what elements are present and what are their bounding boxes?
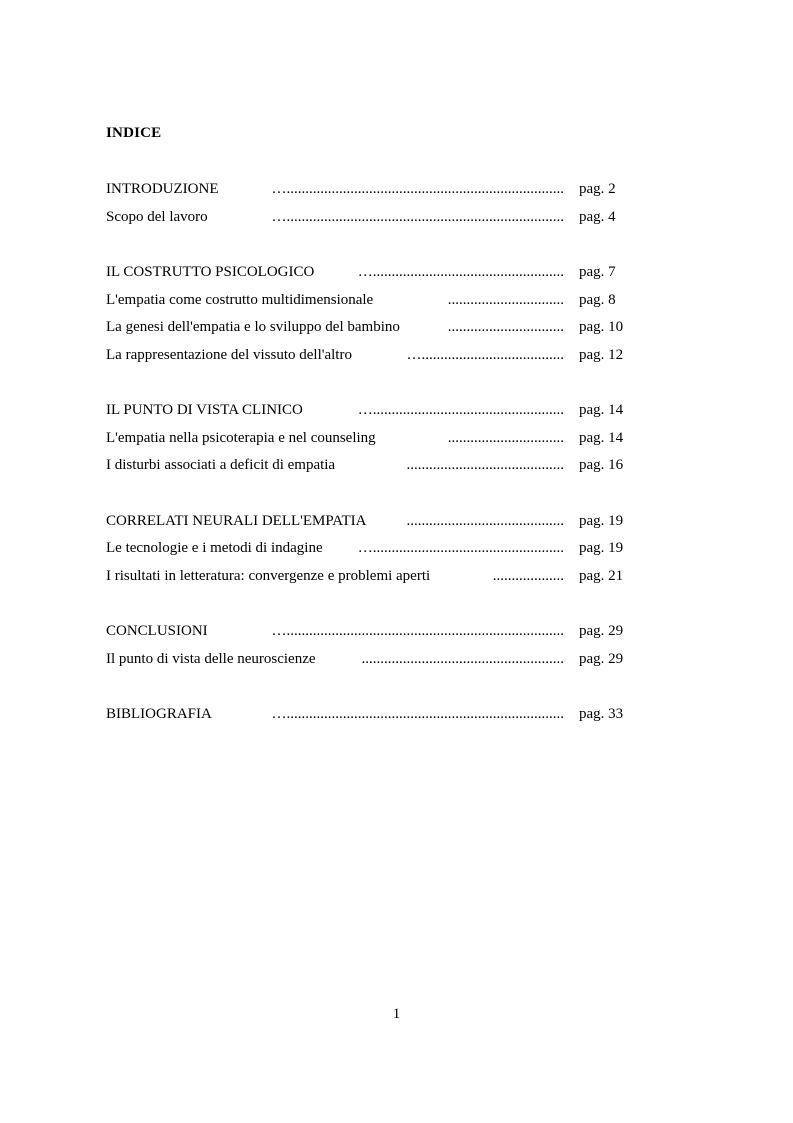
toc-entry-leader: ….......................................................................... [271,623,564,639]
toc-entry-costrutto [106,264,646,284]
toc-entry-risultati [106,568,646,588]
toc-entry-label: Il punto di vista delle neuroscienze [106,651,316,667]
toc-entry-leader: ............................... [447,292,564,308]
toc-entry-leader: ….......................................................................... [271,209,564,225]
toc-entry-conclusioni [106,623,646,643]
page-number: 1 [392,1006,401,1022]
toc-entry-leader: .......................................... [406,513,564,529]
toc-entry-leader: ................... [492,568,564,584]
toc-entry-introduzione [106,181,646,201]
toc-entry-page: pag. 19 [579,513,624,529]
toc-entry-neuroscienze [106,651,646,671]
toc-entry-label: I disturbi associati a deficit di empatia [106,457,336,473]
toc-entry-label: CONCLUSIONI [106,623,208,639]
toc-entry-leader: .......................................... [406,457,564,473]
toc-entry-label: I risultati in letteratura: convergenze e problemi aperti [106,568,431,584]
toc-entry-leader: …...................................... [406,347,564,363]
toc-entry-scopo [106,209,646,229]
toc-entry-page: pag. 2 [579,181,616,197]
toc-entry-label: La genesi dell'empatia e lo sviluppo del bambino [106,319,400,335]
toc-entry-psicoterapia [106,430,646,450]
toc-entry-genesi [106,319,646,339]
toc-entry-page: pag. 10 [579,319,624,335]
toc-entry-leader: ….......................................................................... [271,706,564,722]
toc-entry-multidimensionale [106,292,646,312]
toc-entry-leader: ….......................................................................... [271,181,564,197]
toc-entry-rappresentazione [106,347,646,367]
toc-entry-page: pag. 29 [579,651,624,667]
toc-entry-page: pag. 7 [579,264,616,280]
toc-entry-page: pag. 14 [579,430,624,446]
toc-entry-leader: …................................................... [357,402,564,418]
toc-entry-label: L'empatia come costrutto multidimensionale [106,292,374,308]
toc-entry-leader: ...................................................... [361,651,564,667]
toc-entry-disturbi [106,457,646,477]
index-title: INDICE [106,125,162,141]
toc-entry-label: Scopo del lavoro [106,209,208,225]
toc-entry-page: pag. 19 [579,540,624,556]
toc-entry-page: pag. 33 [579,706,624,722]
toc-entry-label: L'empatia nella psicoterapia e nel counseling [106,430,376,446]
toc-entry-page: pag. 16 [579,457,624,473]
toc-entry-leader: ............................... [447,319,564,335]
toc-entry-page: pag. 29 [579,623,624,639]
toc-entry-label: CORRELATI NEURALI DELL'EMPATIA [106,513,367,529]
toc-entry-page: pag. 12 [579,347,624,363]
toc-entry-correlati [106,513,646,533]
toc-entry-page: pag. 21 [579,568,624,584]
toc-entry-label: Le tecnologie e i metodi di indagine [106,540,323,556]
toc-entry-leader: ............................... [447,430,564,446]
toc-entry-label: IL COSTRUTTO PSICOLOGICO [106,264,315,280]
toc-entry-bibliografia [106,706,646,726]
toc-entry-page: pag. 8 [579,292,616,308]
toc-entry-leader: …................................................... [357,540,564,556]
toc-entry-label: La rappresentazione del vissuto dell'altro [106,347,352,363]
toc-entry-label: IL PUNTO DI VISTA CLINICO [106,402,303,418]
toc-entry-page: pag. 4 [579,209,616,225]
toc-entry-tecnologie [106,540,646,560]
toc-entry-label: BIBLIOGRAFIA [106,706,212,722]
toc-entry-clinico [106,402,646,422]
toc-entry-page: pag. 14 [579,402,624,418]
toc-entry-label: INTRODUZIONE [106,181,219,197]
toc-entry-leader: …................................................... [357,264,564,280]
